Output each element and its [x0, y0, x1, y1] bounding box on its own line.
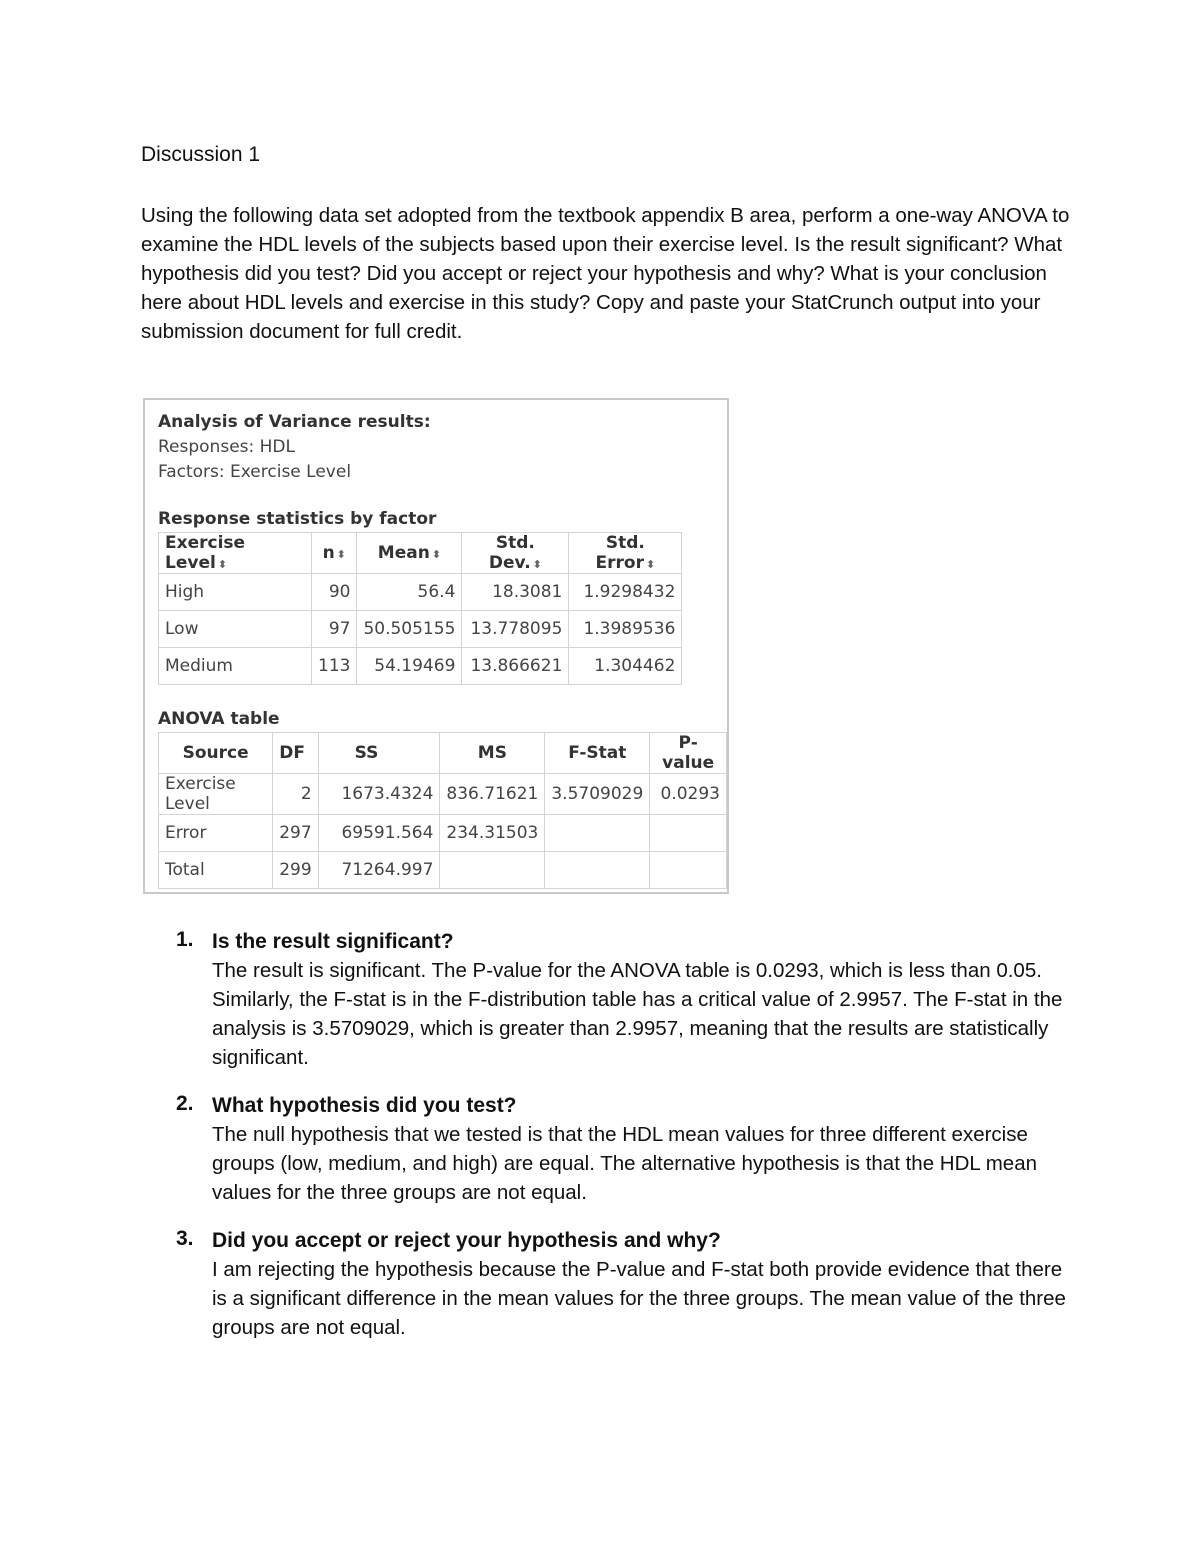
col-header-ms: MS	[440, 733, 545, 774]
table-cell: 1673.4324	[318, 774, 440, 815]
table-row	[159, 648, 682, 685]
item-number: 2.	[176, 1092, 194, 1115]
item-number: 3.	[176, 1227, 194, 1250]
table-cell: 3.5709029	[545, 774, 650, 815]
table-cell: 97	[312, 611, 357, 648]
table-row	[159, 774, 727, 815]
table-cell: 56.4	[357, 574, 462, 611]
col-header-label: n	[322, 543, 335, 563]
col-header-label: Std. Error	[595, 533, 645, 573]
table-cell: 13.778095	[462, 611, 569, 648]
table-cell: Error	[159, 815, 273, 852]
table-cell: 234.31503	[440, 815, 545, 852]
col-header-p-value: P-value	[650, 733, 727, 774]
table-cell: 113	[312, 648, 357, 685]
table-cell: 299	[273, 852, 318, 889]
col-header-label: Exercise Level	[165, 533, 246, 573]
response-stats-title: Response statistics by factor	[158, 509, 437, 529]
responses-label: Responses: HDL	[158, 437, 295, 457]
table-cell: Exercise Level	[159, 774, 273, 815]
factors-label: Factors: Exercise Level	[158, 462, 352, 482]
col-header-f-stat: F-Stat	[545, 733, 650, 774]
list-item	[176, 1227, 1066, 1342]
answers-list	[176, 928, 1066, 1362]
table-cell: 54.19469	[357, 648, 462, 685]
anova-table	[158, 732, 727, 889]
sort-icon[interactable]: ⬍	[646, 558, 656, 571]
anova-header-row	[159, 733, 727, 774]
table-cell: Medium	[159, 648, 312, 685]
answer-text: I am rejecting the hypothesis because the P-value and F-stat both provide evidence that there is a significant difference in the mean values for the three groups. The mean value of the three groups are not equal.	[212, 1258, 1066, 1339]
table-cell	[650, 815, 727, 852]
table-cell: 69591.564	[318, 815, 440, 852]
col-header-source: Source	[159, 733, 273, 774]
question-heading: Did you accept or reject your hypothesis and why?	[212, 1229, 721, 1252]
table-row	[159, 574, 682, 611]
prompt-paragraph: Using the following data set adopted from the textbook appendix B area, perform a one-way ANOVA to examine the HDL levels of the subjects based upon their exercise level. Is the result significant? What hypothesis did you test? Did you accept or reject your hypothesis and why? What is your conclusion here about HDL levels and exercise in this study? Copy and paste your StatCrunch output into your submission document for full credit.	[141, 204, 1070, 343]
table-cell: 1.3989536	[569, 611, 682, 648]
table-cell: 1.9298432	[569, 574, 682, 611]
question-heading: Is the result significant?	[212, 930, 454, 953]
question-heading: What hypothesis did you test?	[212, 1094, 517, 1117]
anova-table-title: ANOVA table	[158, 709, 280, 729]
table-cell: 50.505155	[357, 611, 462, 648]
table-row	[159, 611, 682, 648]
table-cell: 0.0293	[650, 774, 727, 815]
table-cell: 2	[273, 774, 318, 815]
table-cell: Low	[159, 611, 312, 648]
table-cell: 90	[312, 574, 357, 611]
col-header-df: DF	[273, 733, 318, 774]
table-row	[159, 852, 727, 889]
list-item	[176, 928, 1066, 1072]
list-item	[176, 1092, 1066, 1207]
table-cell	[650, 852, 727, 889]
anova-results-heading: Analysis of Variance results:	[158, 412, 431, 432]
col-header-mean[interactable]	[357, 533, 462, 574]
table-cell: 1.304462	[569, 648, 682, 685]
response-stats-table	[158, 532, 682, 685]
table-row	[159, 815, 727, 852]
sort-icon[interactable]: ⬍	[336, 548, 346, 561]
item-number: 1.	[176, 928, 194, 951]
table-cell: 13.866621	[462, 648, 569, 685]
table-cell: Total	[159, 852, 273, 889]
col-header-exercise-level[interactable]	[159, 533, 312, 574]
table-cell	[440, 852, 545, 889]
col-header-label: Std. Dev.	[488, 533, 535, 573]
table-cell: 18.3081	[462, 574, 569, 611]
table-cell: 836.71621	[440, 774, 545, 815]
answer-text: The result is significant. The P-value for the ANOVA table is 0.0293, which is less than 0.05. Similarly, the F-stat is in the F-distribution table has a critical value of 2.9957. The F-stat in the analysis is 3.5709029, which is greater than 2.9957, meaning that the results are statistically significant.	[212, 959, 1063, 1069]
document-title: Discussion 1	[141, 143, 261, 166]
table-cell: 297	[273, 815, 318, 852]
sort-icon[interactable]: ⬍	[532, 558, 542, 571]
col-header-std-error[interactable]	[569, 533, 682, 574]
col-header-std-dev[interactable]	[462, 533, 569, 574]
sort-icon[interactable]: ⬍	[217, 558, 228, 571]
answer-text: The null hypothesis that we tested is that the HDL mean values for three different exercise groups (low, medium, and high) are equal. The alternative hypothesis is that the HDL mean values for the three groups are not equal.	[212, 1123, 1038, 1204]
col-header-ss: SS	[318, 733, 440, 774]
table-cell: High	[159, 574, 312, 611]
table-cell	[545, 852, 650, 889]
sort-icon[interactable]: ⬍	[431, 548, 442, 561]
col-header-label: Mean	[377, 543, 430, 563]
col-header-n[interactable]	[312, 533, 357, 574]
table-cell: 71264.997	[318, 852, 440, 889]
table-cell	[545, 815, 650, 852]
statcrunch-output	[143, 398, 729, 894]
response-stats-header-row	[159, 533, 682, 574]
